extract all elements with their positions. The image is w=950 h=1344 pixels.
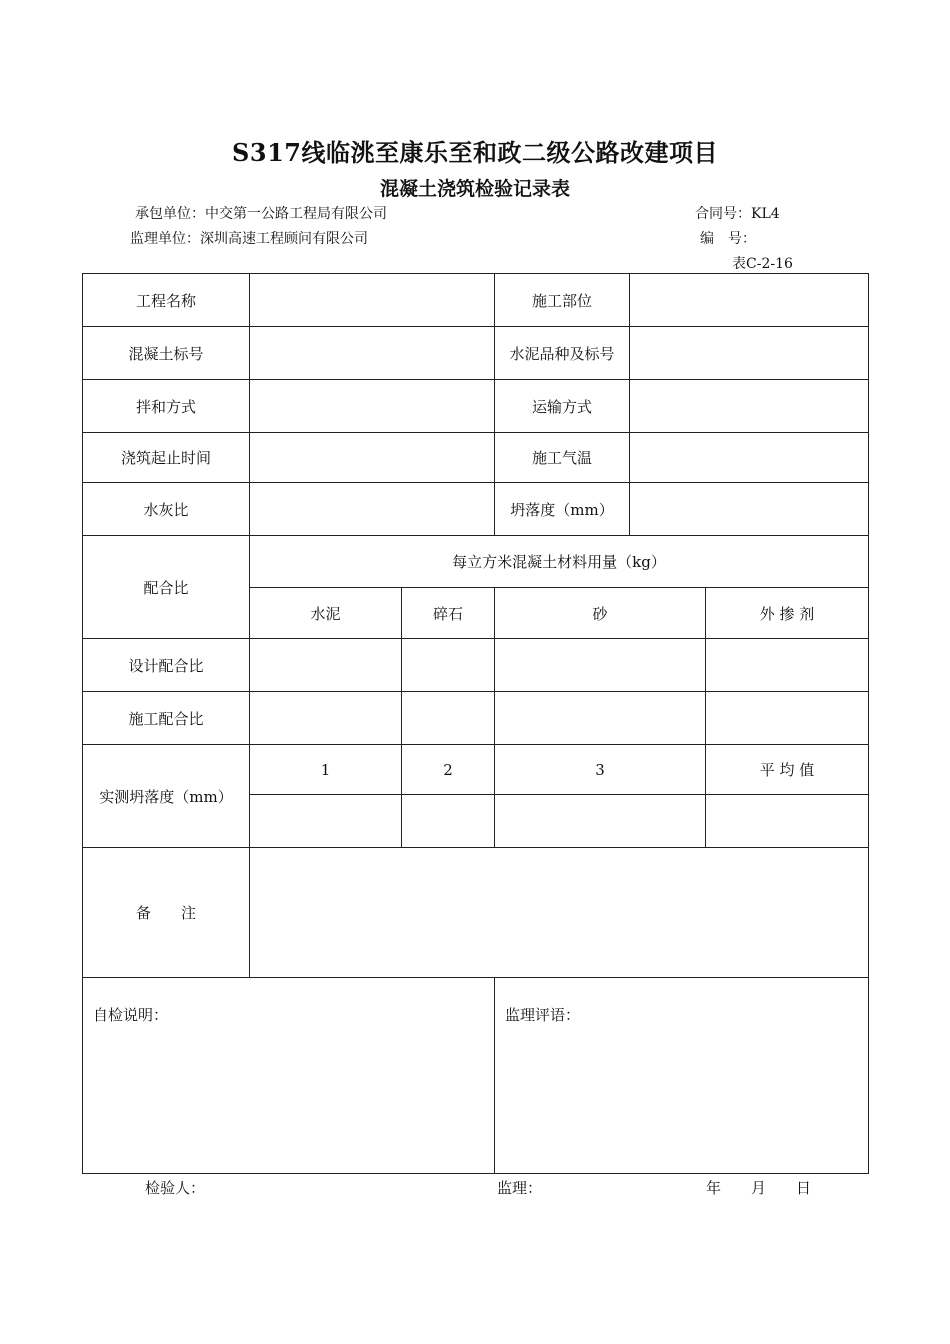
measured-slump-label: 实测坍落度（mm） <box>83 745 250 848</box>
supervision-comment-label: 监理评语： <box>505 1006 581 1024</box>
supervisor-signature: 监理： <box>497 1179 543 1197</box>
temperature-label: 施工气温 <box>495 433 630 483</box>
contractor-unit: 承包单位：中交第一公路工程局有限公司 <box>135 206 387 222</box>
table-row <box>83 274 869 327</box>
design-mix-label: 设计配合比 <box>83 639 250 692</box>
pour-time-label: 浇筑起止时间 <box>83 433 250 483</box>
measurement-2-cell[interactable] <box>402 795 495 848</box>
construction-mix-label: 施工配合比 <box>83 692 250 745</box>
table-row <box>83 745 869 795</box>
self-check-label: 自检说明： <box>93 1006 169 1024</box>
average-header: 平 均 值 <box>706 745 869 795</box>
slump-cell[interactable] <box>630 483 869 536</box>
construction-mix-cement-cell[interactable] <box>250 692 402 745</box>
construction-mix-sand-cell[interactable] <box>495 692 706 745</box>
inspector-signature: 检验人： <box>145 1179 206 1197</box>
supervision-comment-cell[interactable] <box>495 978 869 1174</box>
design-mix-cement-cell[interactable] <box>250 639 402 692</box>
slump-label: 坍落度（mm） <box>495 483 630 536</box>
concrete-grade-cell[interactable] <box>250 327 495 380</box>
measurement-2-header: 2 <box>402 745 495 795</box>
contract-number: 合同号：KL4 <box>695 206 780 222</box>
mix-ratio-label: 配合比 <box>83 536 250 639</box>
material-admixture: 外 掺 剂 <box>706 588 869 639</box>
self-check-cell[interactable] <box>83 978 495 1174</box>
cement-type-cell[interactable] <box>630 327 869 380</box>
serial-number: 编 号： <box>700 231 756 247</box>
table-row <box>83 639 869 692</box>
supervisor-unit: 监理单位：深圳高速工程顾问有限公司 <box>130 231 368 247</box>
mixing-method-cell[interactable] <box>250 380 495 433</box>
average-cell[interactable] <box>706 795 869 848</box>
table-row <box>83 483 869 536</box>
material-sand: 砂 <box>495 588 706 639</box>
material-cement: 水泥 <box>250 588 402 639</box>
remarks-cell[interactable] <box>250 848 869 978</box>
table-row <box>83 978 869 1174</box>
table-row <box>83 536 869 588</box>
table-row <box>83 433 869 483</box>
wc-ratio-cell[interactable] <box>250 483 495 536</box>
pour-time-cell[interactable] <box>250 433 495 483</box>
construction-mix-admixture-cell[interactable] <box>706 692 869 745</box>
mixing-method-label: 拌和方式 <box>83 380 250 433</box>
project-name-label: 工程名称 <box>83 274 250 327</box>
measurement-3-cell[interactable] <box>495 795 706 848</box>
project-name-cell[interactable] <box>250 274 495 327</box>
construction-mix-gravel-cell[interactable] <box>402 692 495 745</box>
design-mix-sand-cell[interactable] <box>495 639 706 692</box>
design-mix-gravel-cell[interactable] <box>402 639 495 692</box>
table-row <box>83 848 869 978</box>
transport-method-cell[interactable] <box>630 380 869 433</box>
design-mix-admixture-cell[interactable] <box>706 639 869 692</box>
table-row <box>83 692 869 745</box>
construction-part-cell[interactable] <box>630 274 869 327</box>
page-title: S317线临洮至康乐至和政二级公路改建项目 <box>232 138 718 167</box>
construction-part-label: 施工部位 <box>495 274 630 327</box>
cement-type-label: 水泥品种及标号 <box>495 327 630 380</box>
measurement-1-cell[interactable] <box>250 795 402 848</box>
form-number: 表C-2-16 <box>732 256 793 272</box>
transport-method-label: 运输方式 <box>495 380 630 433</box>
measurement-3-header: 3 <box>495 745 706 795</box>
wc-ratio-label: 水灰比 <box>83 483 250 536</box>
remarks-label: 备 注 <box>83 848 250 978</box>
concrete-grade-label: 混凝土标号 <box>83 327 250 380</box>
inspection-form-table <box>82 273 869 1174</box>
temperature-cell[interactable] <box>630 433 869 483</box>
signature-date: 年 月 日 <box>706 1179 812 1197</box>
measurement-1-header: 1 <box>250 745 402 795</box>
table-row <box>83 327 869 380</box>
table-row <box>83 380 869 433</box>
material-gravel: 碎石 <box>402 588 495 639</box>
material-usage-header: 每立方米混凝土材料用量（kg） <box>250 536 869 588</box>
form-subtitle: 混凝土浇筑检验记录表 <box>379 178 570 200</box>
